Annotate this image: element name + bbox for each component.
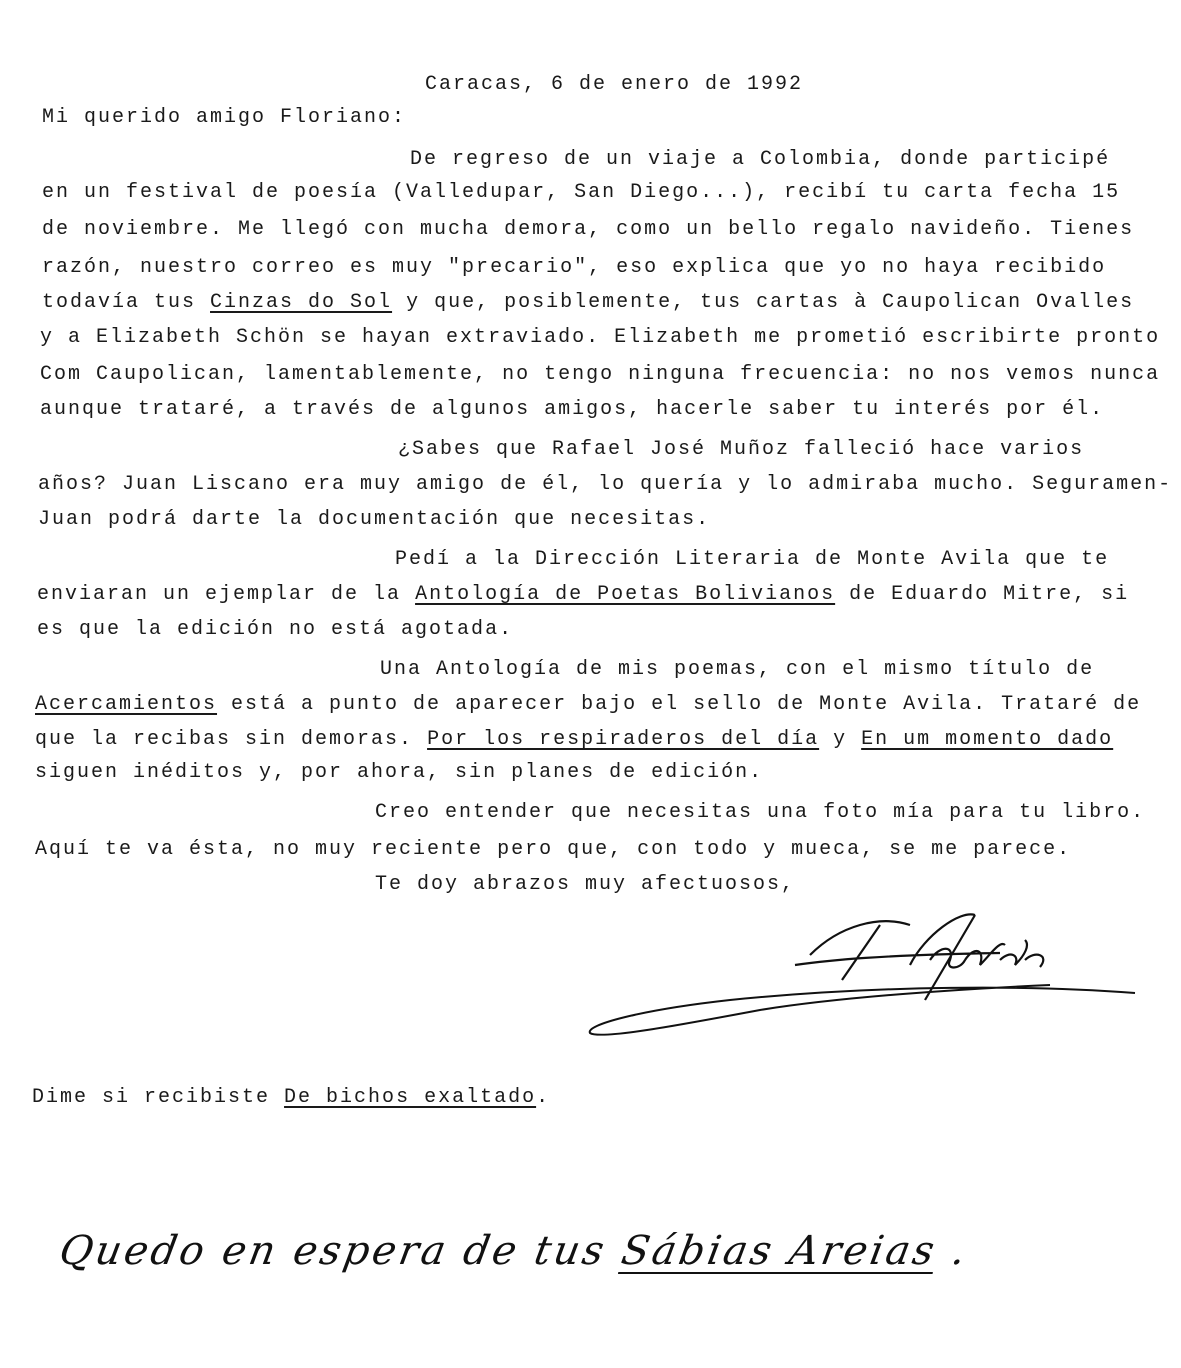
text-segment: siguen inéditos y, por ahora, sin planes de edición. bbox=[35, 761, 764, 784]
text-segment: todavía tus bbox=[42, 291, 211, 314]
text-segment: está a punto de aparecer bajo el sello de Monte Avila. Trataré de bbox=[217, 693, 1142, 716]
text-segment: Mi querido amigo Floriano: bbox=[42, 106, 407, 129]
letter-line bbox=[35, 728, 1113, 752]
letter-line bbox=[410, 148, 1110, 172]
text-segment: enviaran un ejemplar de la bbox=[37, 583, 416, 606]
text-segment: Caracas, 6 de enero de 1992 bbox=[425, 73, 804, 96]
letter-line bbox=[375, 873, 795, 897]
text-segment: Pedí a la Dirección Literaria de Monte Avila que te bbox=[395, 548, 1110, 571]
text-segment: Dime si recibiste bbox=[32, 1086, 285, 1109]
text-segment: aunque trataré, a través de algunos amigos, hacerle saber tu interés por él. bbox=[40, 398, 1105, 421]
text-segment: años? Juan Liscano era muy amigo de él, lo quería y lo admiraba mucho. Seguramen- bbox=[38, 473, 1173, 496]
text-segment: Aquí te va ésta, no muy reciente pero que, con todo y mueca, se me parece. bbox=[35, 838, 1072, 861]
letter-line bbox=[37, 618, 513, 642]
letter-line bbox=[35, 838, 1071, 862]
underlined-title: En um momento dado bbox=[861, 728, 1114, 751]
underlined-title: De bichos exaltado bbox=[284, 1086, 537, 1109]
letter-line bbox=[380, 658, 1094, 682]
signature bbox=[580, 905, 1140, 1045]
letter-line bbox=[35, 693, 1141, 717]
letter-line bbox=[42, 218, 1134, 242]
letter-line bbox=[42, 106, 406, 130]
underlined-title: Por los respiraderos del día bbox=[427, 728, 820, 751]
text-segment: razón, nuestro correo es muy "precario", eso explica que yo no haya recibido bbox=[42, 256, 1107, 279]
text-segment: y bbox=[819, 728, 862, 751]
handwritten-note bbox=[56, 1228, 972, 1274]
text-segment: es que la edición no está agotada. bbox=[37, 618, 514, 641]
text-segment: ¿Sabes que Rafael José Muñoz falleció hace varios bbox=[398, 438, 1085, 461]
text-segment: Juan podrá darte la documentación que necesitas. bbox=[38, 508, 711, 531]
letter-line bbox=[38, 508, 710, 532]
letter-line bbox=[42, 291, 1134, 315]
letter-line bbox=[42, 256, 1106, 280]
text-segment: Te doy abrazos muy afectuosos, bbox=[375, 873, 796, 896]
text-segment: De regreso de un viaje a Colombia, donde participé bbox=[410, 148, 1111, 171]
letter-line bbox=[35, 761, 763, 785]
letter-line bbox=[37, 583, 1129, 607]
handwritten-text: Quedo en espera de tus bbox=[55, 1228, 627, 1274]
letter-line bbox=[40, 326, 1160, 350]
text-segment: Creo entender que necesitas una foto mía para tu libro. bbox=[375, 801, 1146, 824]
text-segment: Una Antología de mis poemas, con el mismo título de bbox=[380, 658, 1095, 681]
letter-line bbox=[42, 181, 1120, 205]
text-segment: y que, posiblemente, tus cartas à Caupolican Ovalles bbox=[392, 291, 1135, 314]
text-segment: y a Elizabeth Schön se hayan extraviado. Elizabeth me prometió escribirte pronto bbox=[40, 326, 1161, 349]
letter-line bbox=[40, 398, 1104, 422]
letter-line bbox=[398, 438, 1084, 462]
handwritten-end: . bbox=[932, 1228, 973, 1274]
letter-line bbox=[395, 548, 1109, 572]
underlined-title: Cinzas do Sol bbox=[210, 291, 393, 314]
text-segment: de Eduardo Mitre, si bbox=[835, 583, 1130, 606]
handwritten-title: Sábias Areias bbox=[617, 1228, 941, 1274]
text-segment: . bbox=[536, 1086, 551, 1109]
letter-line bbox=[40, 363, 1160, 387]
letter-line bbox=[38, 473, 1172, 497]
text-segment: de noviembre. Me llegó con mucha demora, como un bello regalo navideño. Tienes bbox=[42, 218, 1135, 241]
letter-line bbox=[375, 801, 1145, 825]
text-segment: en un festival de poesía (Valledupar, San Diego...), recibí tu carta fecha 15 bbox=[42, 181, 1121, 204]
postscript bbox=[32, 1086, 550, 1110]
text-segment: que la recibas sin demoras. bbox=[35, 728, 428, 751]
underlined-title: Antología de Poetas Bolivianos bbox=[415, 583, 836, 606]
letter-line bbox=[425, 73, 803, 97]
underlined-title: Acercamientos bbox=[35, 693, 218, 716]
text-segment: Com Caupolican, lamentablemente, no tengo ninguna frecuencia: no nos vemos nunca bbox=[40, 363, 1161, 386]
